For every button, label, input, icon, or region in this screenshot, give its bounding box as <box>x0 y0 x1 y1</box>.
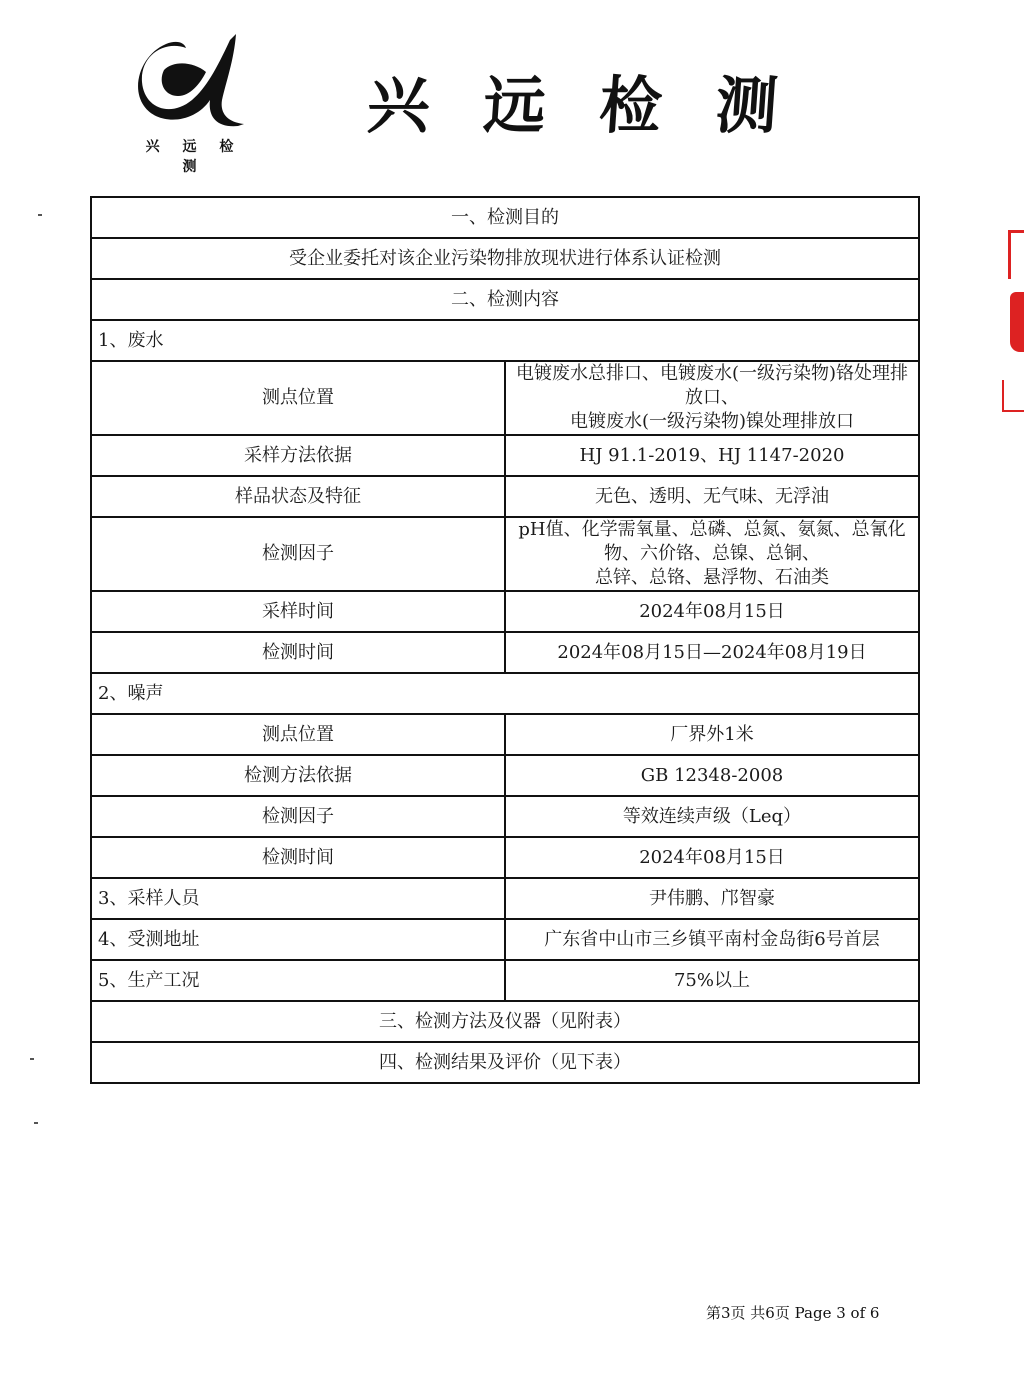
section-row <box>91 1001 919 1042</box>
table-row <box>91 361 919 435</box>
section-row <box>91 279 919 320</box>
row-value: 尹伟鹏、邝智豪 <box>505 878 919 919</box>
row-value: 2024年08月15日 <box>505 591 919 632</box>
section-title-methods: 三、检测方法及仪器（见附表） <box>91 1001 919 1042</box>
row-label: 检测时间 <box>91 632 505 673</box>
row-label: 4、受测地址 <box>91 919 505 960</box>
row-label: 采样方法依据 <box>91 435 505 476</box>
section-title-purpose: 一、检测目的 <box>91 197 919 238</box>
value-line: pH值、化学需氧量、总磷、总氮、氨氮、总氰化物、六价铬、总镍、总铜、 <box>518 519 906 564</box>
subsection-row <box>91 673 919 714</box>
table-row <box>91 919 919 960</box>
row-label: 3、采样人员 <box>91 878 505 919</box>
row-value: 75%以上 <box>505 960 919 1001</box>
company-logo <box>130 30 250 175</box>
section-title-results: 四、检测结果及评价（见下表） <box>91 1042 919 1083</box>
row-value: 厂界外1米 <box>505 714 919 755</box>
seal-stamp-fragment <box>1000 230 1024 430</box>
row-value: 广东省中山市三乡镇平南村金岛街6号首层 <box>505 919 919 960</box>
row-label: 5、生产工况 <box>91 960 505 1001</box>
purpose-text: 受企业委托对该企业污染物排放现状进行体系认证检测 <box>91 238 919 279</box>
table-row <box>91 632 919 673</box>
wastewater-heading: 1、废水 <box>91 320 919 361</box>
table-row <box>91 714 919 755</box>
table-row <box>91 435 919 476</box>
table-row <box>91 960 919 1001</box>
row-value: 无色、透明、无气味、无浮油 <box>505 476 919 517</box>
row-label: 测点位置 <box>91 714 505 755</box>
table-row <box>91 591 919 632</box>
row-label: 样品状态及特征 <box>91 476 505 517</box>
table-row <box>91 796 919 837</box>
scan-speck <box>34 1122 38 1124</box>
row-label: 检测因子 <box>91 796 505 837</box>
purpose-row <box>91 238 919 279</box>
row-value: HJ 91.1-2019、HJ 1147-2020 <box>505 435 919 476</box>
section-row <box>91 1042 919 1083</box>
report-table <box>90 196 920 1084</box>
row-label: 检测方法依据 <box>91 755 505 796</box>
table-row <box>91 476 919 517</box>
noise-heading: 2、噪声 <box>91 673 919 714</box>
section-row <box>91 197 919 238</box>
value-line: 电镀废水总排口、电镀废水(一级污染物)铬处理排放口、 <box>515 363 909 408</box>
subsection-row <box>91 320 919 361</box>
scan-speck <box>30 1058 34 1060</box>
row-label: 检测因子 <box>91 517 505 591</box>
logo-caption: 兴 远 检 测 <box>145 139 243 175</box>
row-label: 测点位置 <box>91 361 505 435</box>
row-value: 2024年08月15日—2024年08月19日 <box>505 632 919 673</box>
table-row <box>91 517 919 591</box>
logo-mark-icon <box>134 30 246 128</box>
table-row <box>91 878 919 919</box>
scan-speck <box>38 214 42 216</box>
row-value <box>505 361 919 435</box>
table-row <box>91 755 919 796</box>
row-value <box>505 517 919 591</box>
table-row <box>91 837 919 878</box>
section-title-content: 二、检测内容 <box>91 279 919 320</box>
brand-title: 兴远检测 <box>365 69 835 142</box>
row-value: 等效连续声级（Leq） <box>505 796 919 837</box>
value-line: 总锌、总铬、悬浮物、石油类 <box>595 567 829 588</box>
row-label: 检测时间 <box>91 837 505 878</box>
value-line: 电镀废水(一级污染物)镍处理排放口 <box>569 411 855 432</box>
row-label: 采样时间 <box>91 591 505 632</box>
page-number: 第3页 共6页 Page 3 of 6 <box>706 1304 880 1322</box>
row-value: 2024年08月15日 <box>505 837 919 878</box>
row-value: GB 12348-2008 <box>505 755 919 796</box>
